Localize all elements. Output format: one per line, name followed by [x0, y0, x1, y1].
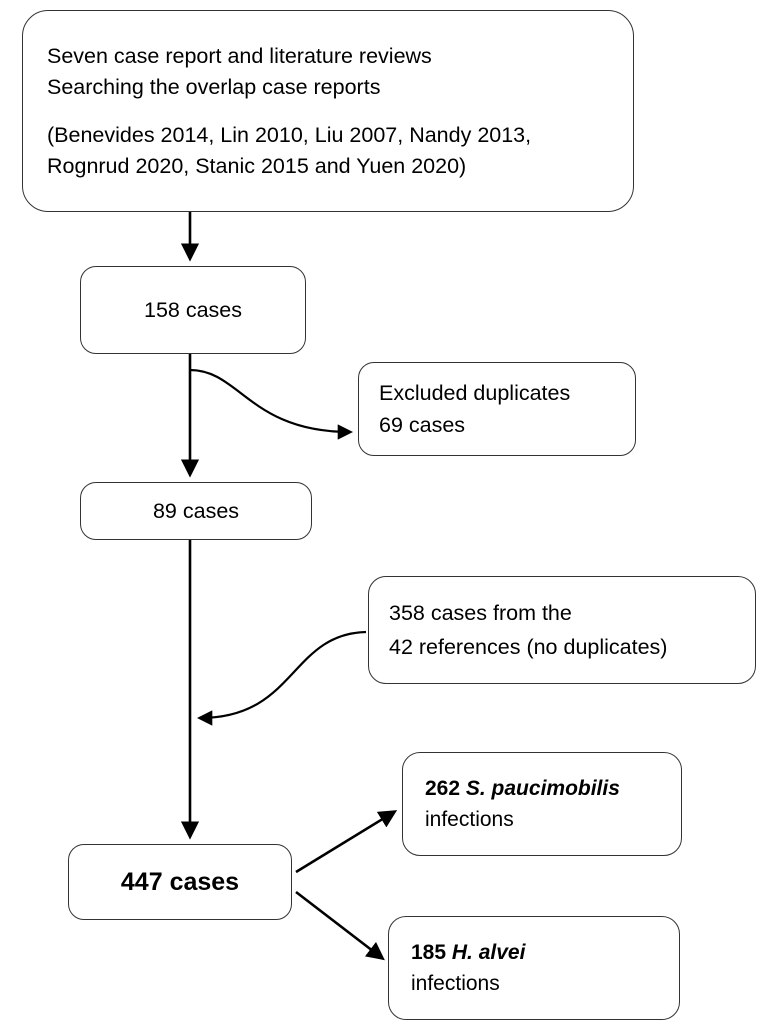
source-line-3: (Benevides 2014, Lin 2010, Liu 2007, Nandy 2013, [47, 122, 532, 147]
spaucimobilis-count: 262 [425, 777, 466, 800]
spaucimobilis-line-1 [425, 773, 659, 804]
after-exclusion-label: 89 cases [152, 498, 240, 523]
spaucimobilis-species: S. paucimobilis [465, 777, 620, 800]
final-cases-label: 447 cases [120, 867, 240, 896]
spaucimobilis-line-2: infections [425, 808, 514, 831]
connector-total-to-excluded [190, 370, 350, 432]
connector-added-to-trunk [200, 632, 366, 718]
node-after-exclusion [80, 482, 312, 540]
node-added-references [368, 576, 756, 684]
halvei-line-1 [411, 937, 657, 968]
source-line-1: Seven case report and literature reviews [47, 43, 432, 68]
node-source-studies [22, 10, 634, 212]
source-line-2: Searching the overlap case reports [47, 74, 381, 99]
halvei-species: H. alvei [451, 941, 526, 964]
connector-final-to-spaucimobilis [296, 812, 394, 872]
source-line-4: Rognrud 2020, Stanic 2015 and Yuen 2020) [47, 153, 467, 178]
added-line-1: 358 cases from the [389, 601, 572, 625]
source-spacer [47, 103, 609, 120]
node-total-cases [80, 266, 306, 354]
halvei-count: 185 [411, 941, 452, 964]
halvei-line-2: infections [411, 972, 500, 995]
node-halvei-infections [388, 916, 680, 1020]
node-final-cases [68, 844, 292, 920]
excluded-line-2: 69 cases [379, 413, 466, 437]
node-spaucimobilis-infections [402, 752, 682, 856]
added-line-2: 42 references (no duplicates) [389, 635, 668, 659]
excluded-line-1: Excluded duplicates [379, 381, 571, 405]
connector-final-to-halvei [296, 892, 382, 958]
node-excluded-duplicates [358, 362, 636, 456]
total-cases-label: 158 cases [143, 297, 242, 322]
